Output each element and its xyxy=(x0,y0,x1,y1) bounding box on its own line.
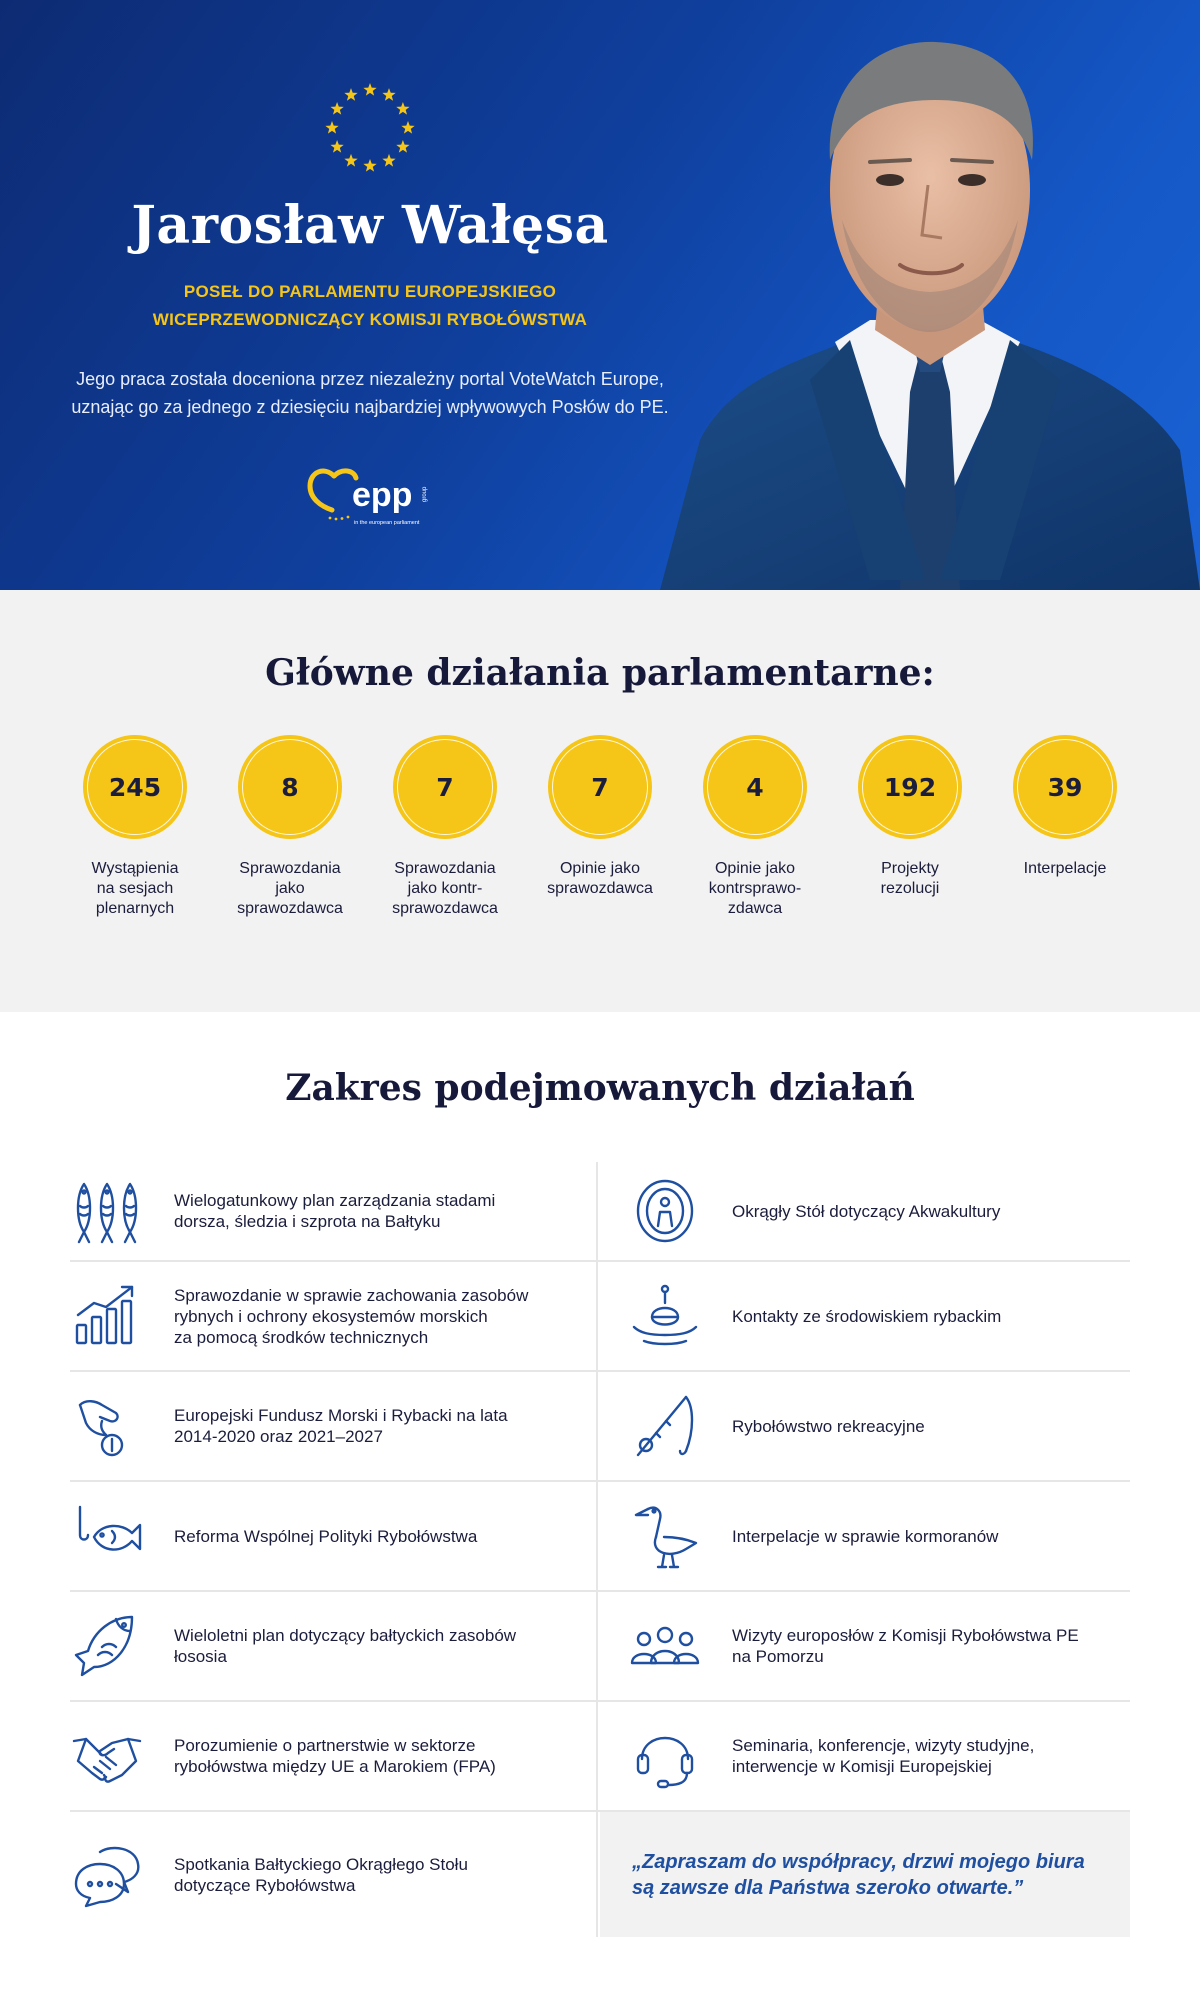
mep-name: Jarosław Wałęsa xyxy=(131,195,609,256)
scope-title: Zakres podejmowanych działań xyxy=(285,1067,915,1109)
activity-text: Wieloletni plan dotyczący bałtyckich zasobów łososia xyxy=(174,1626,517,1666)
stat-item xyxy=(685,735,825,919)
stat-label: Sprawozdania jako sprawozdawca xyxy=(237,860,343,917)
activity-row xyxy=(70,1162,1130,1262)
eu-star-icon xyxy=(382,154,395,167)
activity-item xyxy=(600,1262,1130,1370)
salmon-icon xyxy=(72,1611,142,1681)
activity-item xyxy=(600,1162,1130,1260)
activity-text: Spotkania Bałtyckiego Okrągłego Stołu dotyczące Rybołówstwa xyxy=(174,1854,468,1895)
eu-star-icon xyxy=(363,83,376,96)
activity-item xyxy=(70,1482,598,1590)
cormorant-icon xyxy=(630,1501,700,1571)
eu-stars-icon xyxy=(320,78,420,178)
activity-item xyxy=(600,1482,1130,1590)
activity-text: Sprawozdanie w sprawie zachowania zasobów rybnych i ochrony ekosystemów morskich za pomocą środków technicznych xyxy=(174,1285,529,1347)
stat-item xyxy=(220,735,360,919)
activity-row xyxy=(70,1482,1130,1592)
epp-group-logo xyxy=(306,462,436,527)
stat-item xyxy=(530,735,670,899)
eu-star-icon xyxy=(401,121,414,134)
stat-circle xyxy=(83,735,187,839)
stat-circle xyxy=(393,735,497,839)
stat-label: Wystąpienia na sesjach plenarnych xyxy=(91,860,179,917)
activity-text: Reforma Wspólnej Polityki Rybołówstwa xyxy=(174,1526,478,1546)
activity-text: Porozumienie o partnerstwie w sektorze rybołówstwa między UE a Marokiem (FPA) xyxy=(174,1736,496,1776)
round-table-icon xyxy=(630,1176,700,1246)
eu-star-icon xyxy=(330,102,343,115)
activity-text: Europejski Fundusz Morski i Rybacki na lata 2014-2020 oraz 2021–2027 xyxy=(174,1406,508,1446)
quote-box xyxy=(600,1812,1130,1937)
role-subtitle: WICEPRZEWODNICZĄCY KOMISJI RYBOŁÓWSTWA xyxy=(152,310,588,329)
logo-text: epp xyxy=(352,476,413,514)
eu-star-icon xyxy=(396,140,409,153)
eu-star-icon xyxy=(363,159,376,172)
stat-label: Opinie jako kontrsprawo- zdawca xyxy=(708,860,802,917)
activities-grid xyxy=(70,1162,1130,1937)
stat-circle xyxy=(703,735,807,839)
headset-icon xyxy=(630,1721,700,1791)
stat-label: Opinie jako sprawozdawca xyxy=(547,860,653,897)
activity-item xyxy=(600,1372,1130,1480)
stat-circle xyxy=(238,735,342,839)
activity-item xyxy=(70,1812,598,1937)
description-line: uznając go za jednego z dziesięciu najbardziej wpływowych Posłów do PE. xyxy=(71,397,669,417)
activity-text: Wielogatunkowy plan zarządzania stadami dorsza, śledzia i szprota na Bałtyku xyxy=(174,1191,496,1231)
fish-hook-icon xyxy=(72,1501,142,1571)
activity-item xyxy=(70,1592,598,1700)
stat-circle xyxy=(858,735,962,839)
role-title: POSEŁ DO PARLAMENTU EUROPEJSKIEGO xyxy=(183,282,557,301)
description-line: Jego praca została doceniona przez niezależny portal VoteWatch Europe, xyxy=(76,369,664,389)
scope-section xyxy=(0,1012,1200,1990)
fishing-rod-icon xyxy=(630,1391,700,1461)
stat-item xyxy=(840,735,980,899)
eu-star-icon xyxy=(382,88,395,101)
hero-description xyxy=(50,365,690,421)
stat-value: 39 xyxy=(1047,772,1083,802)
stat-item xyxy=(375,735,515,919)
stat-label: Interpelacje xyxy=(1023,860,1107,877)
activity-item xyxy=(70,1372,598,1480)
stat-circle xyxy=(548,735,652,839)
activity-text: Okrągły Stół dotyczący Akwakultury xyxy=(732,1201,1001,1221)
three-fish-icon xyxy=(72,1176,142,1246)
activity-item xyxy=(70,1162,598,1260)
hero-banner xyxy=(0,0,1200,590)
chat-bubbles-icon xyxy=(72,1840,142,1910)
stat-value: 4 xyxy=(746,772,764,802)
stat-value: 192 xyxy=(883,772,937,802)
activity-row xyxy=(70,1702,1130,1812)
parliamentary-stats-section xyxy=(0,590,1200,1012)
portrait-photo xyxy=(660,20,1200,590)
hand-coin-icon xyxy=(72,1391,142,1461)
activity-text: Interpelacje w sprawie kormoranów xyxy=(732,1526,999,1546)
quote-text: „Zapraszam do współpracy, drzwi mojego biura są zawsze dla Państwa szeroko otwarte.” xyxy=(632,1850,1085,1899)
stat-value: 7 xyxy=(436,772,454,802)
handshake-icon xyxy=(72,1721,142,1791)
stat-label: Projekty rezolucji xyxy=(880,860,940,897)
activity-item xyxy=(600,1702,1130,1810)
group-people-icon xyxy=(630,1611,700,1681)
eu-star-icon xyxy=(344,154,357,167)
stats-title: Główne działania parlamentarne: xyxy=(265,652,935,694)
logo-subtext: group xyxy=(422,486,428,502)
stat-value: 7 xyxy=(591,772,609,802)
activity-item xyxy=(600,1592,1130,1700)
activity-text: Wizyty europosłów z Komisji Rybołówstwa PE na Pomorzu xyxy=(732,1626,1079,1666)
eu-star-icon xyxy=(325,121,338,134)
eu-star-icon xyxy=(344,88,357,101)
stat-circle xyxy=(1013,735,1117,839)
stat-value: 245 xyxy=(108,772,162,802)
growth-chart-icon xyxy=(72,1281,142,1351)
activity-row xyxy=(70,1372,1130,1482)
activity-text: Seminaria, konferencje, wizyty studyjne, interwencje w Komisji Europejskiej xyxy=(732,1736,1035,1776)
stat-label: Sprawozdania jako kontr- sprawozdawca xyxy=(392,860,498,917)
activity-text: Kontakty ze środowiskiem rybackim xyxy=(732,1306,1002,1326)
activity-item xyxy=(70,1702,598,1810)
stat-item xyxy=(65,735,205,919)
fishing-float-icon xyxy=(630,1281,700,1351)
eu-star-icon xyxy=(396,102,409,115)
activity-row xyxy=(70,1262,1130,1372)
eu-star-icon xyxy=(330,140,343,153)
activity-text: Rybołówstwo rekreacyjne xyxy=(732,1416,925,1436)
activity-row xyxy=(70,1812,1130,1937)
activity-row xyxy=(70,1592,1130,1702)
stat-item xyxy=(995,735,1135,879)
stat-value: 8 xyxy=(281,772,299,802)
logo-subtext: in the european parliament xyxy=(354,520,420,526)
activity-item xyxy=(70,1262,598,1370)
